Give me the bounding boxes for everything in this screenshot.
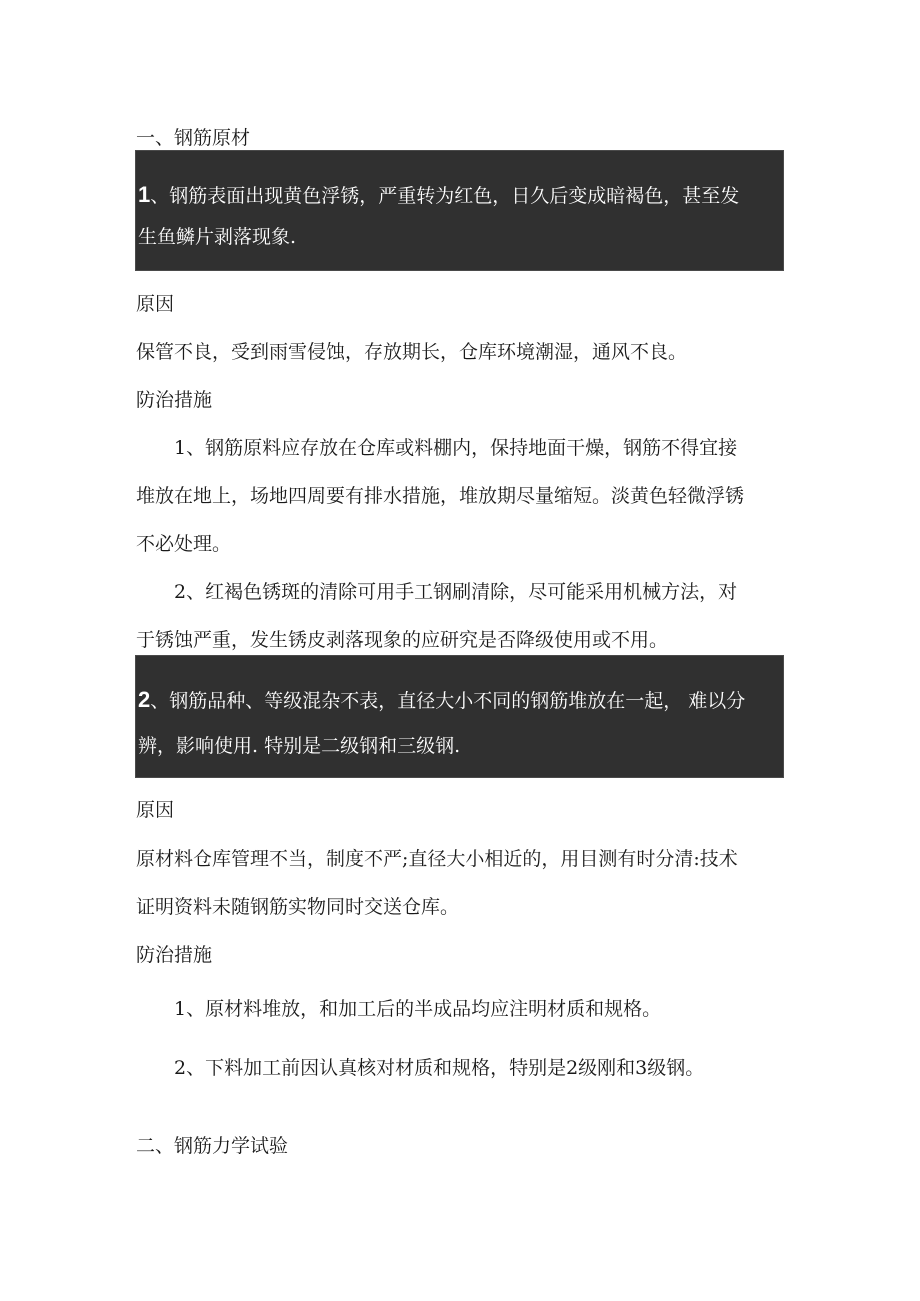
issue-2-cause-heading: 原因 [136,799,175,821]
issue-1-cause-text: 保管不良，受到雨雪侵蚀，存放期长，仓库环境潮湿，通风不良。 [136,341,688,363]
issue-1-measures-heading: 防治措施 [136,389,213,411]
issue-1-measure-1-line-3: 不必处理。 [136,533,232,555]
issue-1-line-2: 生鱼鳞片剥落现象. [138,226,297,248]
issue-2-number: 2 [138,687,151,712]
issue-2-text-1: 、钢筋品种、等级混杂不表，直径大小不同的钢筋堆放在一起， 难以分 [150,690,746,712]
issue-1-measure-1-line-2: 堆放在地上，场地四周要有排水措施，堆放期尽量缩短。淡黄色轻微浮锈 [136,485,745,507]
issue-1-cause-heading: 原因 [136,293,175,315]
issue-2-line-2: 辨，影响使用. 特别是二级钢和三级钢. [138,735,461,757]
issue-2-line-1 [138,686,745,715]
issue-1-line-1 [138,181,739,210]
issue-2-measure-2: 2、下料加工前因认真核对材质和规格，特别是2级刚和3级钢。 [174,1057,705,1079]
section-1-title: 一、钢筋原材 [136,127,251,149]
issue-1-measure-1-line-1: 1、钢筋原料应存放在仓库或料棚内，保持地面干燥，钢筋不得宜接 [174,437,738,459]
issue-2-cause-line-1: 原材料仓库管理不当，制度不严;直径大小相近的，用目测有时分清:技术 [136,848,738,870]
issue-1-measure-2-line-2: 于锈蚀严重，发生锈皮剥落现象的应研究是否降级使用或不用。 [136,629,669,651]
issue-2-banner [135,655,784,778]
issue-1-number: 1 [138,182,151,207]
issue-1-text-1: 、钢筋表面出现黄色浮锈，严重转为红色，日久后变成暗褐色，甚至发 [150,185,740,207]
issue-2-cause-line-2: 证明资料未随钢筋实物同时交送仓库。 [136,896,460,918]
issue-2-measures-heading: 防治措施 [136,944,213,966]
issue-1-banner [135,150,784,271]
issue-1-measure-2-line-1: 2、红褐色锈斑的清除可用手工钢刷清除，尽可能采用机械方法，对 [174,581,738,603]
issue-2-measure-1: 1、原材料堆放，和加工后的半成品均应注明材质和规格。 [174,998,662,1020]
section-2-title: 二、钢筋力学试验 [136,1135,289,1157]
